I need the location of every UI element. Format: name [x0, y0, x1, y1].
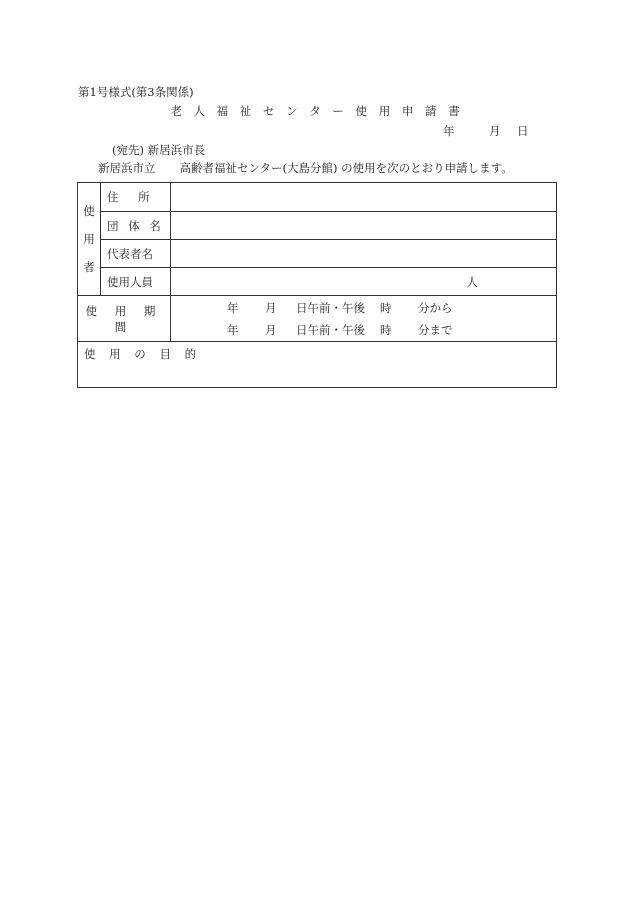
- period-to-hour: 時: [380, 322, 392, 337]
- purpose-field[interactable]: [78, 342, 557, 388]
- period-to-minute: 分まで: [418, 322, 453, 337]
- headcount-field[interactable]: [171, 268, 557, 296]
- user-group-char: 使: [83, 204, 95, 218]
- addressee: (宛先) 新居浜市長: [112, 143, 206, 157]
- headcount-unit: 人: [466, 274, 478, 289]
- headcount-row: [78, 268, 557, 296]
- address-field[interactable]: [171, 183, 557, 212]
- period-from-line: [227, 297, 556, 319]
- period-label: 使 用 期 間: [78, 296, 171, 342]
- date-year: 年: [443, 124, 455, 138]
- group-name-row: [78, 212, 557, 240]
- address-label: 住 所: [101, 183, 171, 212]
- period-from-minute: 分から: [418, 300, 453, 315]
- headcount-label: 使用人員: [101, 268, 171, 296]
- period-from-day-ampm: 日午前・午後: [296, 300, 365, 315]
- period-to-year: 年: [227, 322, 239, 337]
- date-line: [443, 124, 529, 138]
- period-to-day-ampm: 日午前・午後: [296, 322, 365, 337]
- user-group-label: [78, 183, 101, 296]
- period-to-month: 月: [265, 322, 277, 337]
- period-to-line: [227, 319, 556, 341]
- purpose-label: 使 用 の 目 的: [84, 347, 202, 361]
- group-name-field[interactable]: [171, 212, 557, 240]
- representative-row: [78, 240, 557, 268]
- purpose-row: [78, 342, 557, 388]
- user-group-char: 用: [83, 232, 95, 246]
- representative-label: 代表者名: [101, 240, 171, 268]
- form-number: 第1号様式(第3条関係): [78, 85, 194, 99]
- period-row: [78, 296, 557, 342]
- address-row: [78, 183, 557, 212]
- intro-line: [98, 161, 513, 175]
- user-group-char: 者: [83, 260, 95, 274]
- intro-prefix: 新居浜市立: [98, 161, 156, 175]
- application-form-table: [77, 182, 557, 388]
- date-month: 月: [489, 124, 501, 138]
- intro-body: 高齢者福祉センター(大島分館) の使用を次のとおり申請します。: [179, 161, 513, 175]
- document-title: 老 人 福 祉 セ ン タ ー 使 用 申 請 書: [170, 104, 464, 118]
- period-from-month: 月: [265, 300, 277, 315]
- date-day: 日: [517, 124, 529, 138]
- representative-field[interactable]: [171, 240, 557, 268]
- group-name-label: 団 体 名: [101, 212, 171, 240]
- period-field[interactable]: [171, 296, 557, 342]
- period-from-hour: 時: [380, 300, 392, 315]
- period-from-year: 年: [227, 300, 239, 315]
